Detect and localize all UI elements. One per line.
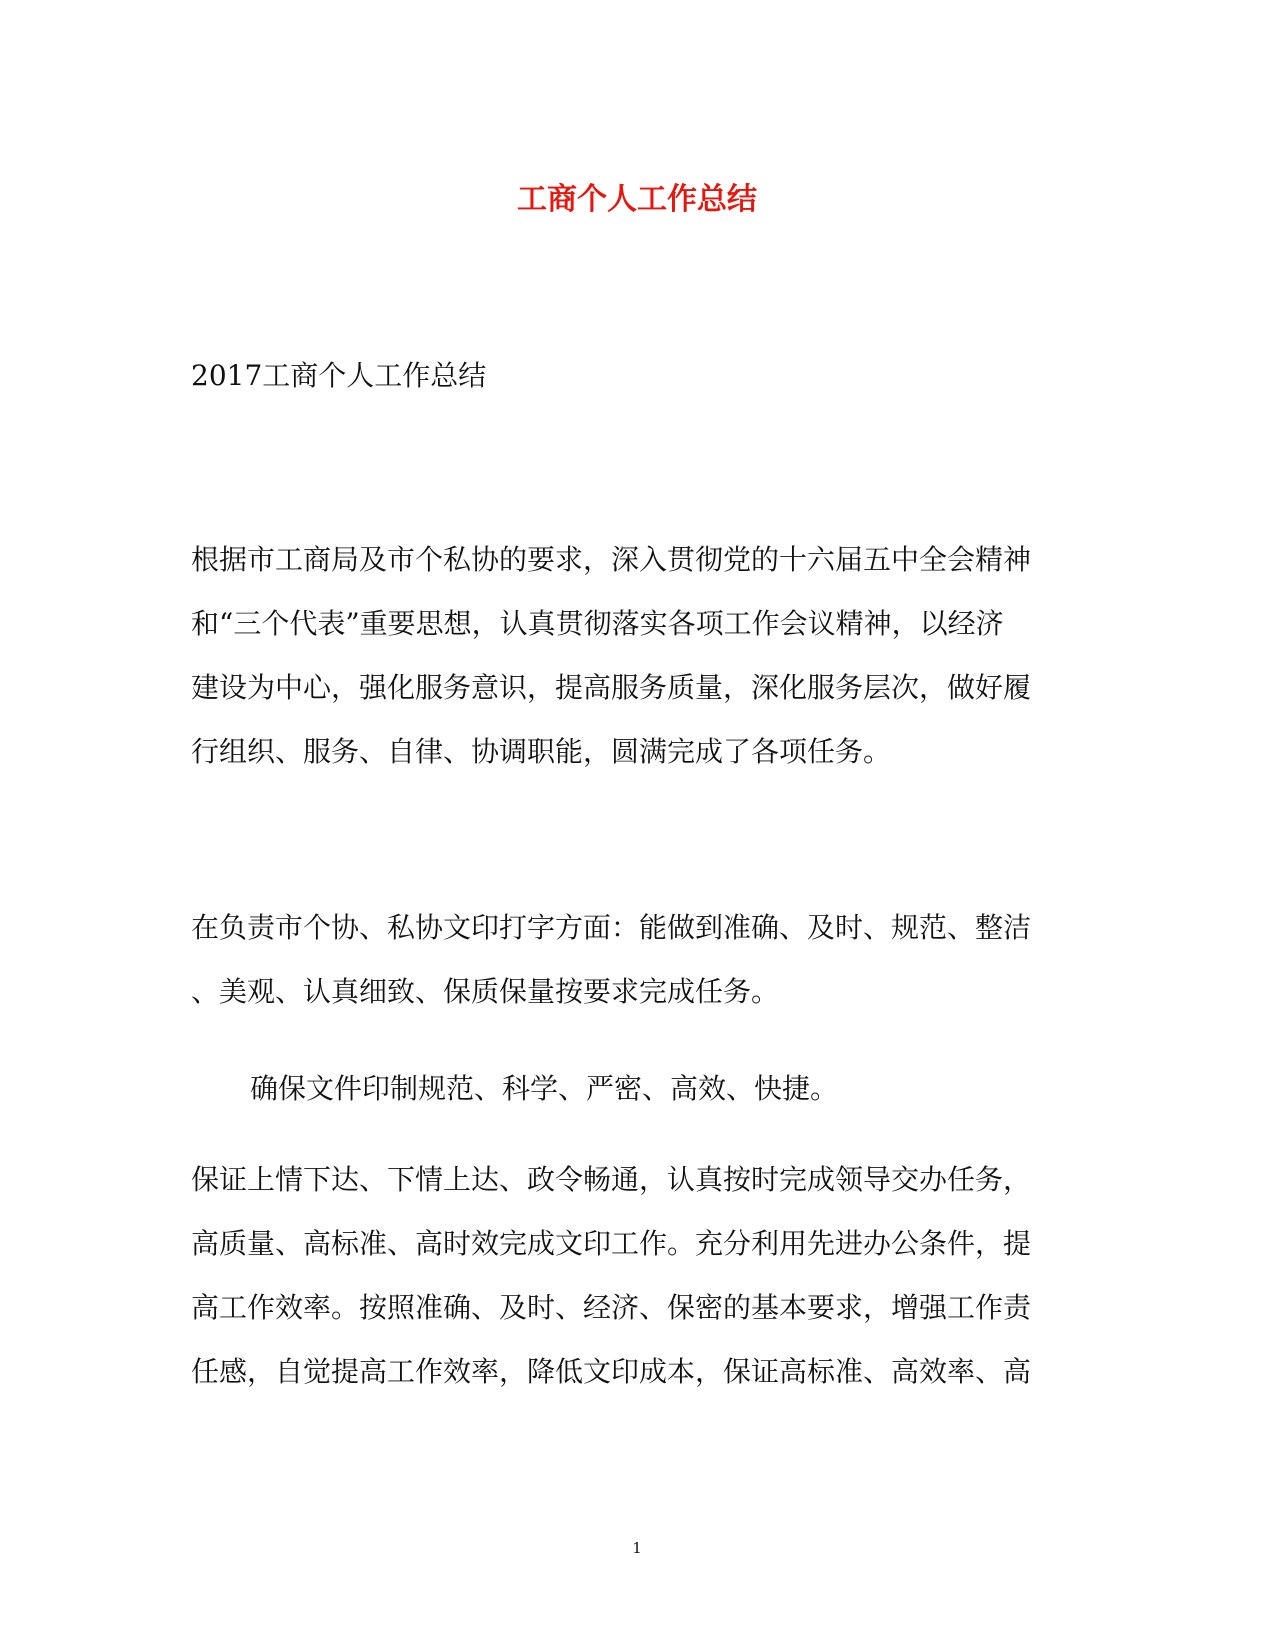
paragraph-1	[191, 528, 1071, 784]
paragraph-line: 高质量、高标准、高时效完成文印工作。充分利用先进办公条件，提	[191, 1227, 1032, 1260]
paragraph-line: 和“三个代表”重要思想，认真贯彻落实各项工作会议精神，以经济	[191, 607, 1004, 640]
paragraph-line: 根据市工商局及市个私协的要求，深入贯彻党的十六届五中全会精神	[191, 543, 1032, 576]
paragraph-line: 保证上情下达、下情上达、政令畅通，认真按时完成领导交办任务，	[191, 1163, 1032, 1196]
paragraph-2	[191, 896, 1071, 1024]
paragraph-line: 任感，自觉提高工作效率，降低文印成本，保证高标准、高效率、高	[191, 1355, 1032, 1388]
document-title: 工商个人工作总结	[517, 182, 757, 217]
paragraph-4	[191, 1148, 1071, 1404]
paragraph-line: 在负责市个协、私协文印打字方面：能做到准确、及时、规范、整洁	[191, 911, 1032, 944]
page-number: 1	[632, 1539, 642, 1557]
document-subtitle: 2017工商个人工作总结	[191, 359, 487, 392]
paragraph-line: 高工作效率。按照准确、及时、经济、保密的基本要求，增强工作责	[191, 1291, 1032, 1324]
paragraph-line: 行组织、服务、自律、协调职能，圆满完成了各项任务。	[191, 735, 892, 768]
paragraph-line: 、美观、认真细致、保质保量按要求完成任务。	[191, 975, 780, 1008]
paragraph-3: 确保文件印制规范、科学、严密、高效、快捷。	[250, 1072, 839, 1105]
paragraph-line: 建设为中心，强化服务意识，提高服务质量，深化服务层次，做好履	[191, 671, 1032, 704]
